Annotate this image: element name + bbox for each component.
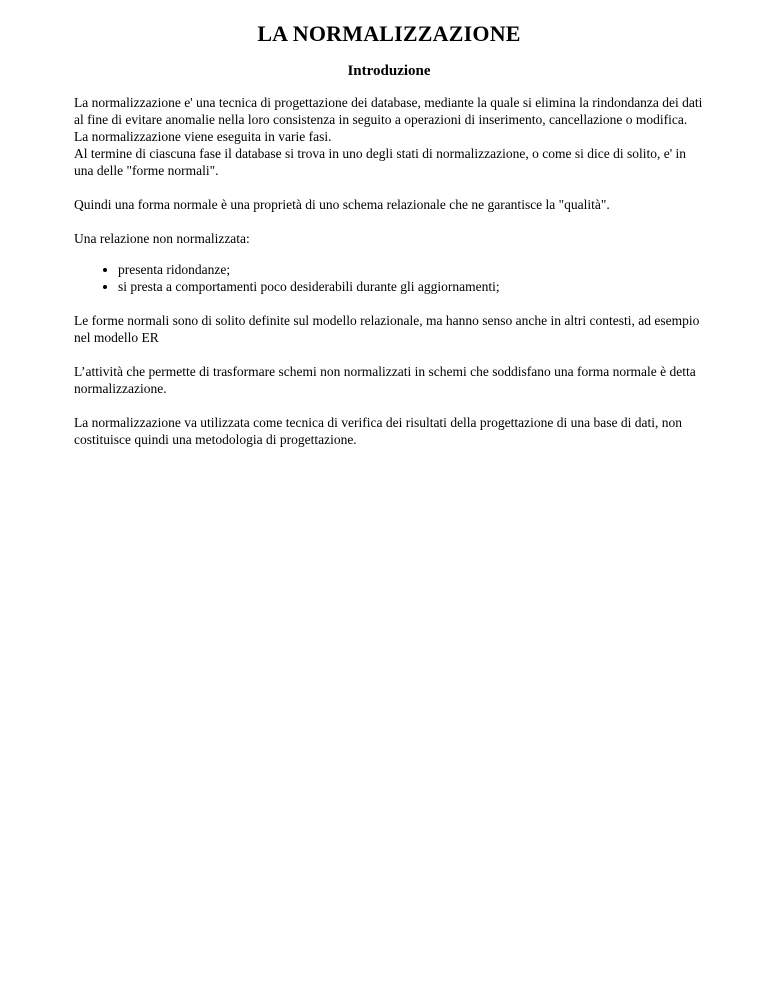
- paragraph-quality: Quindi una forma normale è una proprietà di uno schema relazionale che ne garantisce la "qualità".: [74, 197, 610, 212]
- paragraph-verification: La normalizzazione va utilizzata come tecnica di verifica dei risultati della progettazione di una base di dati, non costituisce quindi una metodologia di progettazione.: [74, 415, 682, 447]
- page-title: LA NORMALIZZAZIONE: [257, 21, 521, 46]
- intro-line-normal-forms: Al termine di ciascuna fase il database si trova in uno degli stati di normalizzazione, o come si dice di solito, e' in una delle "forme normali".: [74, 146, 687, 178]
- intro-paragraph: [74, 94, 704, 179]
- paragraph-activity: L’attività che permette di trasformare schemi non normalizzati in schemi che soddisfano una forma normale è detta normalizzazione.: [74, 364, 696, 396]
- document-page: [74, 20, 704, 448]
- bullet-list: [74, 261, 704, 295]
- intro-line-phases: La normalizzazione viene eseguita in varie fasi.: [74, 129, 332, 144]
- paragraph-non-normalized: Una relazione non normalizzata:: [74, 231, 250, 246]
- list-item: • si presta a comportamenti poco desiderabili durante gli aggiornamenti;: [118, 278, 704, 295]
- section-subtitle: Introduzione: [347, 63, 431, 79]
- paragraph-models: Le forme normali sono di solito definite sul modello relazionale, ma hanno senso anche in altri contesti, ad esempio nel modello ER: [74, 313, 700, 345]
- intro-line-definition: La normalizzazione e' una tecnica di progettazione dei database, mediante la quale si elimina la rindondanza dei dati al fine di evitare anomalie nella loro consistenza in seguito a operazioni di inserimento, cancellazione o modifica.: [74, 95, 703, 127]
- list-item: • presenta ridondanze;: [118, 261, 704, 278]
